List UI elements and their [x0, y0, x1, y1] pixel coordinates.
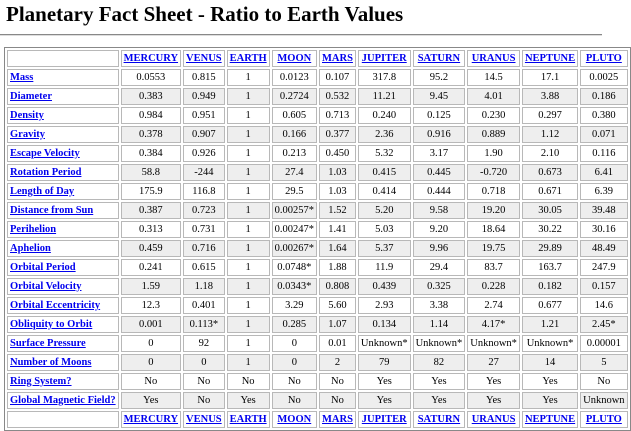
value-cell: 9.58	[413, 202, 466, 219]
value-cell: No	[580, 373, 627, 390]
value-cell: No	[227, 373, 270, 390]
row-label-cell	[7, 392, 119, 409]
value-cell: 11.21	[358, 88, 411, 105]
top-planet-header	[413, 50, 466, 67]
value-cell: No	[183, 392, 225, 409]
top-planet-header	[319, 50, 356, 67]
planet-link-pluto[interactable]: PLUTO	[585, 413, 622, 425]
row-label-cell	[7, 164, 119, 181]
value-cell: 1.03	[319, 164, 356, 181]
value-cell: 29.5	[272, 183, 317, 200]
planet-link-saturn[interactable]: SATURN	[417, 413, 461, 425]
value-cell: 1.52	[319, 202, 356, 219]
row-label-link[interactable]: Aphelion	[10, 242, 51, 254]
value-cell: Yes	[358, 392, 411, 409]
bottom-planet-header	[121, 411, 181, 428]
value-cell: 0.0748*	[272, 259, 317, 276]
value-cell: 4.01	[467, 88, 520, 105]
value-cell: 175.9	[121, 183, 181, 200]
value-cell: 1	[227, 354, 270, 371]
table-row	[7, 259, 628, 276]
top-planet-header	[121, 50, 181, 67]
fact-sheet-table	[4, 47, 631, 431]
value-cell: 0.378	[121, 126, 181, 143]
value-cell: 1.03	[319, 183, 356, 200]
value-cell: 0.401	[183, 297, 225, 314]
table-row	[7, 126, 628, 143]
value-cell: 2.36	[358, 126, 411, 143]
value-cell: Yes	[522, 392, 578, 409]
value-cell: 0.241	[121, 259, 181, 276]
value-cell: 0.949	[183, 88, 225, 105]
bottom-planet-header	[580, 411, 627, 428]
planet-link-venus[interactable]: VENUS	[186, 413, 222, 425]
value-cell: 29.89	[522, 240, 578, 257]
value-cell: 1.07	[319, 316, 356, 333]
value-cell: 0.240	[358, 107, 411, 124]
table-row	[7, 335, 628, 352]
value-cell: 83.7	[467, 259, 520, 276]
value-cell: 11.9	[358, 259, 411, 276]
value-cell: 0.134	[358, 316, 411, 333]
value-cell: 1	[227, 278, 270, 295]
horizontal-rule	[0, 34, 602, 36]
value-cell: 0.677	[522, 297, 578, 314]
value-cell: 30.05	[522, 202, 578, 219]
row-label-link[interactable]: Number of Moons	[10, 356, 92, 368]
value-cell: 1.59	[121, 278, 181, 295]
planet-link-earth[interactable]: EARTH	[229, 413, 267, 425]
value-cell: 9.45	[413, 88, 466, 105]
value-cell: 5.32	[358, 145, 411, 162]
value-cell: 0.182	[522, 278, 578, 295]
top-planet-header	[227, 50, 270, 67]
value-cell: 4.17*	[467, 316, 520, 333]
bottom-planet-header	[413, 411, 466, 428]
value-cell: 1	[227, 164, 270, 181]
value-cell: 0.0343*	[272, 278, 317, 295]
row-label-link[interactable]: Surface Pressure	[10, 337, 86, 349]
value-cell: 19.75	[467, 240, 520, 257]
value-cell: 58.8	[121, 164, 181, 181]
value-cell: 14.5	[467, 69, 520, 86]
value-cell: 0.00001	[580, 335, 627, 352]
value-cell: 0.166	[272, 126, 317, 143]
value-cell: Yes	[522, 373, 578, 390]
value-cell: 3.88	[522, 88, 578, 105]
value-cell: 0.723	[183, 202, 225, 219]
value-cell: 0.230	[467, 107, 520, 124]
value-cell: 3.38	[413, 297, 466, 314]
value-cell: 0.916	[413, 126, 466, 143]
value-cell: 0.285	[272, 316, 317, 333]
value-cell: 0.00257*	[272, 202, 317, 219]
value-cell: 29.4	[413, 259, 466, 276]
row-label-link[interactable]: Orbital Period	[10, 261, 76, 273]
row-label-link[interactable]: Orbital Velocity	[10, 280, 82, 292]
table-row	[7, 69, 628, 86]
value-cell: 17.1	[522, 69, 578, 86]
value-cell: 0.2724	[272, 88, 317, 105]
value-cell: 79	[358, 354, 411, 371]
value-cell: 0.0025	[580, 69, 627, 86]
table-row	[7, 392, 628, 409]
value-cell: Yes	[227, 392, 270, 409]
row-label-link[interactable]: Gravity	[10, 128, 45, 140]
value-cell: 0.444	[413, 183, 466, 200]
value-cell: 0.718	[467, 183, 520, 200]
value-cell: Unknown	[580, 392, 627, 409]
row-label-cell	[7, 278, 119, 295]
value-cell: 19.20	[467, 202, 520, 219]
top-planet-header	[522, 50, 578, 67]
value-cell: 1	[227, 126, 270, 143]
value-cell: 5	[580, 354, 627, 371]
value-cell: 14.6	[580, 297, 627, 314]
value-cell: 1	[227, 335, 270, 352]
value-cell: 0.907	[183, 126, 225, 143]
table-row	[7, 373, 628, 390]
bottom-corner-cell	[7, 411, 119, 428]
table-row	[7, 164, 628, 181]
value-cell: No	[121, 373, 181, 390]
planet-link-neptune[interactable]: NEPTUNE	[524, 52, 576, 64]
value-cell: 12.3	[121, 297, 181, 314]
value-cell: 2.45*	[580, 316, 627, 333]
row-label-cell	[7, 88, 119, 105]
planet-link-uranus[interactable]: URANUS	[471, 413, 516, 425]
bottom-planet-header	[183, 411, 225, 428]
value-cell: Unknown*	[467, 335, 520, 352]
value-cell: 0.380	[580, 107, 627, 124]
value-cell: -244	[183, 164, 225, 181]
planet-link-mercury[interactable]: MERCURY	[123, 52, 179, 64]
value-cell: 0.228	[467, 278, 520, 295]
value-cell: 1	[227, 259, 270, 276]
top-planet-header	[183, 50, 225, 67]
value-cell: 95.2	[413, 69, 466, 86]
value-cell: 0.377	[319, 126, 356, 143]
value-cell: 0.001	[121, 316, 181, 333]
table-row	[7, 278, 628, 295]
table-row	[7, 202, 628, 219]
value-cell: Unknown*	[522, 335, 578, 352]
value-cell: 5.37	[358, 240, 411, 257]
value-cell: 0.731	[183, 221, 225, 238]
value-cell: Yes	[467, 373, 520, 390]
bottom-planet-header	[467, 411, 520, 428]
value-cell: 0	[183, 354, 225, 371]
value-cell: 30.22	[522, 221, 578, 238]
top-planet-header	[467, 50, 520, 67]
value-cell: 1	[227, 145, 270, 162]
table-row	[7, 316, 628, 333]
row-label-link[interactable]: Length of Day	[10, 185, 75, 197]
value-cell: 163.7	[522, 259, 578, 276]
value-cell: 0.107	[319, 69, 356, 86]
value-cell: 1.41	[319, 221, 356, 238]
value-cell: 39.48	[580, 202, 627, 219]
value-cell: 82	[413, 354, 466, 371]
row-label-link[interactable]: Escape Velocity	[10, 147, 80, 159]
value-cell: 0	[272, 354, 317, 371]
header-row	[7, 50, 628, 67]
value-cell: 0.116	[580, 145, 627, 162]
value-cell: 0	[121, 335, 181, 352]
value-cell: Yes	[413, 392, 466, 409]
value-cell: 0.415	[358, 164, 411, 181]
value-cell: 5.03	[358, 221, 411, 238]
value-cell: 0.0553	[121, 69, 181, 86]
bottom-planet-header	[358, 411, 411, 428]
row-label-link[interactable]: Perihelion	[10, 223, 57, 235]
row-label-cell	[7, 145, 119, 162]
table-row	[7, 354, 628, 371]
top-planet-header	[580, 50, 627, 67]
value-cell: 1	[227, 183, 270, 200]
table-row	[7, 240, 628, 257]
value-cell: 2	[319, 354, 356, 371]
row-label-cell	[7, 221, 119, 238]
value-cell: 18.64	[467, 221, 520, 238]
planet-link-saturn[interactable]: SATURN	[417, 52, 461, 64]
page-title: Planetary Fact Sheet - Ratio to Earth Values	[6, 2, 404, 26]
value-cell: 1	[227, 202, 270, 219]
row-label-link[interactable]: Diameter	[10, 90, 52, 102]
row-label-link[interactable]: Density	[10, 109, 44, 121]
value-cell: 0.605	[272, 107, 317, 124]
value-cell: No	[319, 392, 356, 409]
value-cell: 247.9	[580, 259, 627, 276]
value-cell: 27	[467, 354, 520, 371]
value-cell: 0.325	[413, 278, 466, 295]
planet-link-pluto[interactable]: PLUTO	[585, 52, 622, 64]
value-cell: 0.926	[183, 145, 225, 162]
planet-link-venus[interactable]: VENUS	[186, 52, 222, 64]
top-planet-header	[272, 50, 317, 67]
value-cell: 1	[227, 221, 270, 238]
value-cell: 30.16	[580, 221, 627, 238]
planet-link-moon[interactable]: MOON	[277, 52, 312, 64]
value-cell: 0.157	[580, 278, 627, 295]
value-cell: 1	[227, 240, 270, 257]
value-cell: 0.984	[121, 107, 181, 124]
value-cell: 0.459	[121, 240, 181, 257]
row-label-link[interactable]: Mass	[10, 71, 34, 83]
value-cell: No	[319, 373, 356, 390]
planet-link-mars[interactable]: MARS	[322, 52, 353, 64]
value-cell: 0.186	[580, 88, 627, 105]
planet-link-mars[interactable]: MARS	[322, 413, 353, 425]
value-cell: 0.125	[413, 107, 466, 124]
value-cell: 0.815	[183, 69, 225, 86]
value-cell: 1	[227, 107, 270, 124]
row-label-cell	[7, 69, 119, 86]
value-cell: Unknown*	[358, 335, 411, 352]
value-cell: 2.93	[358, 297, 411, 314]
top-corner-cell	[7, 50, 119, 67]
planet-link-jupiter[interactable]: JUPITER	[361, 52, 407, 64]
value-cell: Yes	[467, 392, 520, 409]
bottom-planet-header	[227, 411, 270, 428]
value-cell: 1	[227, 88, 270, 105]
value-cell: 0.716	[183, 240, 225, 257]
table-row	[7, 88, 628, 105]
table-row	[7, 183, 628, 200]
value-cell: 0.387	[121, 202, 181, 219]
planet-link-mercury[interactable]: MERCURY	[123, 413, 179, 425]
row-label-cell	[7, 259, 119, 276]
value-cell: 1	[227, 316, 270, 333]
value-cell: 0.615	[183, 259, 225, 276]
row-label-cell	[7, 202, 119, 219]
value-cell: No	[272, 392, 317, 409]
row-label-cell	[7, 126, 119, 143]
planet-link-jupiter[interactable]: JUPITER	[361, 413, 407, 425]
value-cell: 0.00267*	[272, 240, 317, 257]
row-label-link[interactable]: Obliquity to Orbit	[10, 318, 93, 330]
value-cell: 92	[183, 335, 225, 352]
value-cell: 0.951	[183, 107, 225, 124]
value-cell: 6.39	[580, 183, 627, 200]
value-cell: Yes	[121, 392, 181, 409]
value-cell: 1.18	[183, 278, 225, 295]
value-cell: 1.21	[522, 316, 578, 333]
value-cell: No	[272, 373, 317, 390]
value-cell: 1.88	[319, 259, 356, 276]
row-label-cell	[7, 297, 119, 314]
value-cell: 2.74	[467, 297, 520, 314]
value-cell: 0.414	[358, 183, 411, 200]
row-label-cell	[7, 183, 119, 200]
value-cell: 0.00247*	[272, 221, 317, 238]
value-cell: 9.96	[413, 240, 466, 257]
bottom-planet-header	[272, 411, 317, 428]
value-cell: 0.313	[121, 221, 181, 238]
value-cell: 1	[227, 297, 270, 314]
value-cell: 3.17	[413, 145, 466, 162]
value-cell: 0.445	[413, 164, 466, 181]
value-cell: 0.071	[580, 126, 627, 143]
value-cell: Yes	[358, 373, 411, 390]
value-cell: 1.64	[319, 240, 356, 257]
row-label-cell	[7, 373, 119, 390]
value-cell: 0.113*	[183, 316, 225, 333]
row-label-link[interactable]: Distance from Sun	[10, 204, 94, 216]
value-cell: -0.720	[467, 164, 520, 181]
table-row	[7, 107, 628, 124]
footer-header-row	[7, 411, 628, 428]
value-cell: 0.889	[467, 126, 520, 143]
value-cell: 0.713	[319, 107, 356, 124]
value-cell: 5.20	[358, 202, 411, 219]
planet-link-moon[interactable]: MOON	[277, 413, 312, 425]
value-cell: 1.90	[467, 145, 520, 162]
value-cell: 0.297	[522, 107, 578, 124]
planet-link-earth[interactable]: EARTH	[229, 52, 267, 64]
value-cell: 5.60	[319, 297, 356, 314]
value-cell: 27.4	[272, 164, 317, 181]
value-cell: 1	[227, 69, 270, 86]
top-planet-header	[358, 50, 411, 67]
row-label-cell	[7, 107, 119, 124]
bottom-planet-header	[522, 411, 578, 428]
value-cell: 0.673	[522, 164, 578, 181]
value-cell: 0.450	[319, 145, 356, 162]
bottom-planet-header	[319, 411, 356, 428]
value-cell: 0.383	[121, 88, 181, 105]
value-cell: 48.49	[580, 240, 627, 257]
value-cell: 0.0123	[272, 69, 317, 86]
value-cell: 0	[272, 335, 317, 352]
value-cell: 116.8	[183, 183, 225, 200]
row-label-link[interactable]: Ring System?	[10, 375, 72, 387]
row-label-link[interactable]: Orbital Eccentricity	[10, 299, 101, 311]
value-cell: Unknown*	[413, 335, 466, 352]
value-cell: 3.29	[272, 297, 317, 314]
value-cell: 1.12	[522, 126, 578, 143]
value-cell: 0.439	[358, 278, 411, 295]
value-cell: 0.213	[272, 145, 317, 162]
row-label-cell	[7, 335, 119, 352]
row-label-cell	[7, 316, 119, 333]
value-cell: 14	[522, 354, 578, 371]
row-label-cell	[7, 240, 119, 257]
planet-link-neptune[interactable]: NEPTUNE	[524, 413, 576, 425]
table-row	[7, 145, 628, 162]
planet-link-uranus[interactable]: URANUS	[471, 52, 516, 64]
value-cell: No	[183, 373, 225, 390]
row-label-cell	[7, 354, 119, 371]
value-cell: 2.10	[522, 145, 578, 162]
table-row	[7, 297, 628, 314]
row-label-link[interactable]: Global Magnetic Field?	[10, 394, 116, 406]
value-cell: 0.808	[319, 278, 356, 295]
value-cell: 0.532	[319, 88, 356, 105]
row-label-link[interactable]: Rotation Period	[10, 166, 82, 178]
value-cell: 0	[121, 354, 181, 371]
value-cell: Yes	[413, 373, 466, 390]
value-cell: 0.671	[522, 183, 578, 200]
table-row	[7, 221, 628, 238]
value-cell: 0.01	[319, 335, 356, 352]
value-cell: 1.14	[413, 316, 466, 333]
value-cell: 9.20	[413, 221, 466, 238]
value-cell: 6.41	[580, 164, 627, 181]
value-cell: 0.384	[121, 145, 181, 162]
value-cell: 317.8	[358, 69, 411, 86]
